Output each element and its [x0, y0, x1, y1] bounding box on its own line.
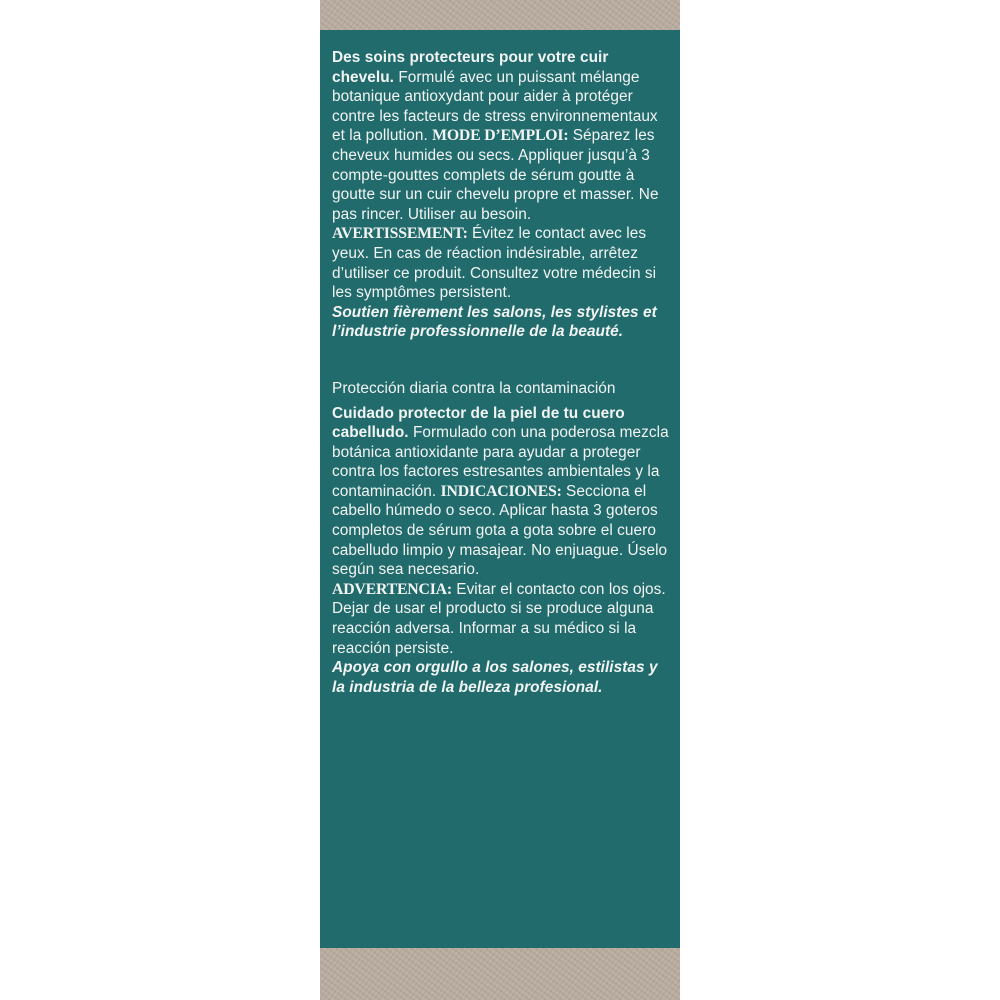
- es-subtitle: Protección diaria contra la contaminación: [332, 379, 616, 397]
- fr-directions: Séparez les cheveux humides ou secs. Appliquer jusqu’à 3 compte-gouttes complets de sérum goutte à goutte sur un cuir chevelu propre et masser. Ne pas rincer. Utiliser au besoin.: [332, 127, 659, 223]
- es-paragraph: [332, 404, 674, 659]
- cardboard-box: [320, 0, 680, 1000]
- es-intro-bold: Cuidado protector de la piel de tu cuero cabelludo.: [332, 404, 625, 442]
- es-warning-label: ADVERTENCIA:: [332, 580, 452, 598]
- fr-warning: Évitez le contact avec les yeux. En cas de réaction indésirable, arrêtez d’utiliser ce produit. Consultez votre médecin si les symptômes persistent.: [332, 225, 657, 302]
- fr-directions-label: MODE D’EMPLOI:: [432, 127, 569, 145]
- label-text: [332, 48, 674, 697]
- es-warning: Evitar el contacto con los ojos. Dejar de usar el producto si se produce alguna reacción adversa. Informar a su médico si la reacción persiste.: [332, 580, 666, 657]
- es-directions: Secciona el cabello húmedo o seco. Aplicar hasta 3 goteros completos de sérum gota a gota sobre el cuero cabelludo limpio y masajear. No enjuague. Úselo según sea necesario.: [332, 482, 668, 579]
- es-tagline: Apoya con orgullo a los salones, estilistas y la industria de la belleza profesional.: [332, 659, 658, 696]
- fr-paragraph: [332, 48, 674, 303]
- fr-intro: Formulé avec un puissant mélange botanique antioxydant pour aider à protéger contre les facteurs de stress environnementaux et la pollution.: [332, 68, 658, 145]
- section-gap: [332, 342, 674, 379]
- fr-tagline: Soutien fièrement les salons, les stylistes et l’industrie professionnelle de la beauté.: [332, 303, 657, 341]
- fr-intro-bold: Des soins protecteurs pour votre cuir chevelu.: [332, 49, 609, 86]
- label-panel: [320, 30, 680, 948]
- es-intro: Formulado con una poderosa mezcla botánica antioxidante para ayudar a proteger contra los factores estresantes ambientales y la contaminación.: [332, 424, 669, 500]
- es-directions-label: INDICACIONES:: [440, 482, 562, 500]
- fr-warning-label: AVERTISSEMENT:: [332, 225, 468, 243]
